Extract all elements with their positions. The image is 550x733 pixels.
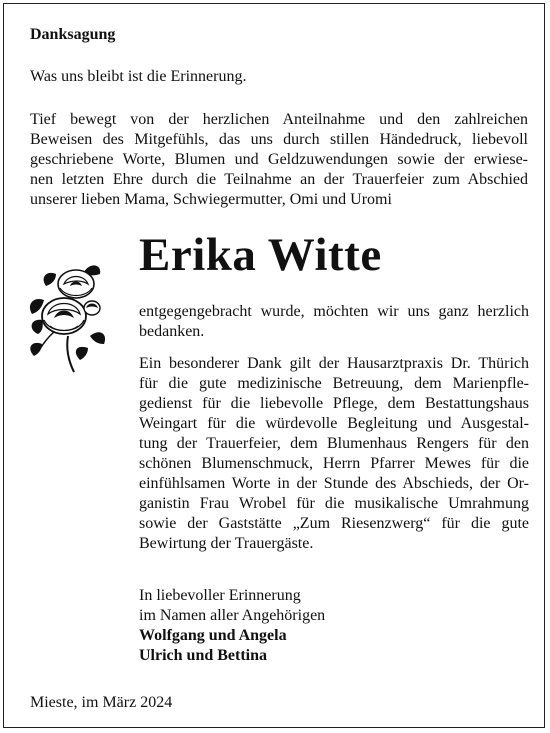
paragraph-line: Beweisen des Mitgefühls, das uns durch stillen Händedruck, liebevoll	[30, 131, 528, 148]
paragraph-line: tung der Trauerfeier, dem Blumenhaus Rengers für den	[139, 435, 529, 452]
place-date: Mieste, im März 2024	[30, 694, 173, 711]
thanks-continuation	[139, 302, 529, 342]
intro-line: Was uns bleibt ist die Erinnerung.	[30, 68, 247, 85]
paragraph-line: entgegengebracht wurde, möchten wir uns ganz herzlich	[139, 303, 529, 320]
closing-block	[139, 586, 325, 666]
paragraph-line: unserer lieben Mama, Schwiegermutter, Omi und Uromi	[30, 191, 392, 208]
paragraph-line: ganistin Frau Wrobel für die musikalische Umrahmung	[139, 495, 529, 512]
paragraph-line: Ein besonderer Dank gilt der Hausarztpraxis Dr. Thürich	[139, 355, 529, 372]
paragraph-line: einfühlsamen Worte in der Stunde des Abschieds, der Or-	[139, 475, 529, 492]
special-thanks-paragraph	[139, 354, 529, 554]
rose-icon	[24, 256, 114, 376]
paragraph-line: Bewirtung der Trauergäste.	[139, 535, 314, 552]
closing-line: In liebevoller Erinnerung	[139, 587, 301, 604]
obituary-notice	[3, 3, 545, 728]
deceased-name: Erika Witte	[139, 229, 382, 281]
paragraph-line: gedienst für die liebevolle Pflege, dem Bestattungshaus	[139, 395, 529, 412]
paragraph-line: nen letzten Ehre durch die Teilnahme an der Trauerfeier zum Abschied	[30, 171, 528, 188]
signatories: Ulrich und Bettina	[139, 647, 268, 664]
paragraph-line: schönen Blumenschmuck, Herrn Pfarrer Mewes für die	[139, 455, 529, 472]
paragraph-line: Weingart für die würdevolle Begleitung und Ausgestal-	[139, 415, 529, 432]
thanks-paragraph	[30, 110, 528, 210]
paragraph-line: bedanken.	[139, 323, 205, 340]
paragraph-line: geschriebene Worte, Blumen und Geldzuwendungen sowie der erwiese-	[30, 151, 528, 168]
paragraph-line: für die gute medizinische Betreuung, dem Marienpfle-	[139, 375, 529, 392]
paragraph-line: sowie der Gaststätte „Zum Riesenzwerg“ für die gute	[139, 515, 529, 532]
notice-heading: Danksagung	[30, 26, 116, 43]
paragraph-line: Tief bewegt von der herzlichen Anteilnahme und den zahlreichen	[30, 111, 528, 128]
signatories: Wolfgang und Angela	[139, 627, 287, 644]
closing-line: im Namen aller Angehörigen	[139, 607, 326, 624]
